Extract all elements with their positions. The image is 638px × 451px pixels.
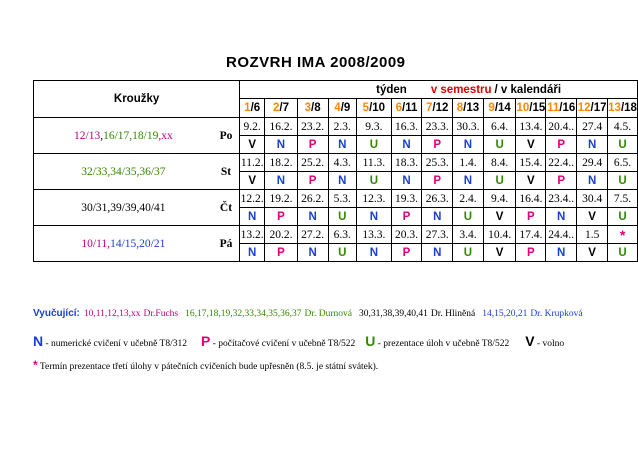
calendar-week: 10: [372, 102, 386, 114]
date-cell: 20.4..: [546, 118, 577, 136]
group-list: [34, 154, 213, 190]
activity-code-cell: V: [516, 172, 546, 190]
activity-code-cell: P: [265, 244, 298, 262]
week-number-cell: [546, 99, 577, 118]
date-cell: 6.4.: [483, 118, 516, 136]
activity-code-cell: N: [240, 208, 265, 226]
legend-text: - prezentace úloh v učebně T8/522: [375, 339, 510, 349]
activity-code-cell: V: [577, 244, 608, 262]
activity-code-cell: N: [240, 244, 265, 262]
group-list: [34, 226, 213, 262]
date-cell: 16.2.: [265, 118, 298, 136]
week-separator: /: [250, 102, 254, 114]
date-cell: 30.4: [577, 190, 608, 208]
legend-text: - volno: [534, 339, 565, 349]
date-cell: 7.5.: [608, 190, 638, 208]
date-cell: 19.2.: [265, 190, 298, 208]
activity-code-cell: U: [328, 208, 357, 226]
week-number-cell: [391, 99, 422, 118]
week-number-cell: [483, 99, 516, 118]
activity-code-cell: P: [422, 172, 453, 190]
date-cell: 9.3.: [357, 118, 392, 136]
note-line: [33, 358, 378, 372]
semester-week: 12: [577, 102, 591, 114]
date-cell: 13.4.: [516, 118, 546, 136]
week-number-cell: [577, 99, 608, 118]
week-number-cell: [453, 99, 484, 118]
date-cell: 1.5: [577, 226, 608, 244]
note-asterisk: *: [33, 358, 38, 372]
activity-code-cell: U: [357, 172, 392, 190]
teacher-groups: 14,15,20,21: [482, 309, 528, 319]
date-cell: 23.3.: [422, 118, 453, 136]
date-cell: 6.5.: [608, 154, 638, 172]
group-list: [34, 190, 213, 226]
note-text: Termín prezentace třetí úlohy v pátečních cvičeních bude upřesněn (8.5. je státní svátek).: [37, 362, 379, 372]
activity-code-cell: N: [422, 208, 453, 226]
activity-code-cell: U: [608, 208, 638, 226]
date-cell: 8.4.: [483, 154, 516, 172]
date-cell: 25.2.: [297, 154, 328, 172]
teacher-groups: 30,31,38,39,40,41: [358, 309, 428, 319]
activity-code-cell: U: [608, 172, 638, 190]
week-separator: /: [463, 102, 467, 114]
date-cell: 13.2.: [240, 226, 265, 244]
activity-code-cell: N: [391, 136, 422, 154]
week-number-cell: [297, 99, 328, 118]
date-cell: 9.4.: [483, 190, 516, 208]
date-cell: 27.3.: [422, 226, 453, 244]
date-cell: 2.3.: [328, 118, 357, 136]
calendar-week: 12: [435, 102, 449, 114]
date-cell: 4.3.: [328, 154, 357, 172]
date-cell: 2.4.: [453, 190, 484, 208]
activity-code-cell: N: [357, 244, 392, 262]
activity-code-cell: N: [391, 172, 422, 190]
date-cell: 11.2.: [240, 154, 265, 172]
date-cell: 11.3.: [357, 154, 392, 172]
date-cell: 10.4.: [483, 226, 516, 244]
week-separator: /: [529, 102, 533, 114]
activity-code-cell: P: [391, 244, 422, 262]
semester-week: 13: [608, 102, 621, 114]
legend-symbol: N: [33, 333, 44, 349]
semester-week: 4: [334, 102, 341, 114]
semester-week: 2: [272, 102, 280, 114]
semester-week: 7: [426, 102, 433, 114]
teacher-name: Dr. Durnová: [304, 309, 352, 319]
semester-week: 10: [516, 102, 530, 114]
date-cell: 12.3.: [357, 190, 392, 208]
teacher-groups: 16,17,18,19,32,33,34,35,36,37: [185, 309, 302, 319]
date-cell: 27.4: [577, 118, 608, 136]
date-cell: 26.2.: [297, 190, 328, 208]
week-separator: /: [369, 102, 373, 114]
week-number-cell: [328, 99, 357, 118]
semester-label: v semestru: [430, 83, 492, 96]
legend-item: [525, 333, 565, 349]
legend-symbol: U: [365, 333, 376, 349]
group-text: ,: [100, 129, 104, 142]
teacher-name: Dr.Fuchs: [143, 309, 179, 319]
activity-code-cell: U: [608, 244, 638, 262]
week-separator: /: [432, 102, 436, 114]
date-cell: 29.4: [577, 154, 608, 172]
date-cell: 25.3.: [422, 154, 453, 172]
activity-code-cell: P: [265, 208, 298, 226]
week-separator: /: [494, 102, 499, 114]
activity-code-cell: U: [453, 208, 484, 226]
date-cell: 19.3.: [391, 190, 422, 208]
legend-item: [200, 333, 356, 349]
date-cell: 3.4.: [453, 226, 484, 244]
semester-week: 6: [395, 102, 403, 114]
legend-symbol: P: [200, 333, 211, 349]
activity-code-cell: P: [516, 208, 546, 226]
calendar-week: 18: [624, 102, 637, 114]
legend-line: [33, 333, 572, 349]
legend-symbol: V: [525, 333, 535, 349]
activity-code-cell: V: [483, 208, 516, 226]
date-cell: 5.3.: [328, 190, 357, 208]
activity-code-cell: N: [546, 208, 577, 226]
legend-item: [33, 333, 187, 349]
activity-code-cell: P: [516, 244, 546, 262]
group-text: 10/11,: [81, 237, 111, 250]
week-number-cell: [422, 99, 453, 118]
teachers-label: Vyučující:: [33, 308, 80, 319]
activity-code-cell: U: [357, 136, 392, 154]
calendar-week: 16: [562, 102, 576, 114]
week-separator: /: [340, 102, 344, 114]
week-header-label: [240, 81, 638, 99]
week-separator: /: [402, 102, 406, 114]
date-cell: 20.3.: [391, 226, 422, 244]
group-list: [34, 118, 213, 154]
day-label: St: [213, 154, 240, 190]
activity-code-cell: N: [265, 136, 298, 154]
legend-text: - počítačové cvičení v učebně T8/522: [210, 339, 356, 349]
activity-code-cell: P: [297, 172, 328, 190]
semester-week: 8: [456, 102, 464, 114]
group-text: 12/13: [74, 129, 101, 142]
date-cell: 23.4..: [546, 190, 577, 208]
date-cell: 27.2.: [297, 226, 328, 244]
week-number-cell: [516, 99, 546, 118]
activity-code-cell: N: [357, 208, 392, 226]
date-cell: 4.5.: [608, 118, 638, 136]
teacher-name: Dr. Krupková: [530, 309, 583, 319]
date-cell: 6.3.: [328, 226, 357, 244]
date-cell: 1.4.: [453, 154, 484, 172]
group-text: 14/15,20/21: [110, 237, 166, 250]
group-text: 30/31,39/39,40/41: [81, 201, 166, 214]
activity-code-cell: U: [483, 172, 516, 190]
calendar-week: 14: [498, 102, 511, 114]
activity-code-cell: V: [240, 136, 265, 154]
group-text: 32/33,34/35,36/37: [81, 165, 166, 178]
activity-code-cell: P: [297, 136, 328, 154]
legend-text: - numerické cvičení v učebně T8/312: [43, 339, 187, 349]
week-separator: /: [279, 102, 283, 114]
week-number-cell: [608, 99, 638, 118]
calendar-week: 6: [253, 102, 261, 114]
group-text: ,xx: [158, 129, 173, 142]
corner-label: Kroužky: [34, 81, 240, 118]
teacher-name: Dr. Hliněná: [430, 309, 476, 319]
activity-code-cell: N: [546, 244, 577, 262]
teacher-groups: 10,11,12,13,xx: [83, 309, 141, 319]
day-label: Po: [213, 118, 240, 154]
week-number-cell: [240, 99, 265, 118]
date-cell: *: [608, 226, 638, 244]
semester-week: 5: [362, 102, 370, 114]
date-cell: 20.2.: [265, 226, 298, 244]
date-cell: 13.3.: [357, 226, 392, 244]
activity-code-cell: N: [297, 244, 328, 262]
week-separator: /: [311, 102, 315, 114]
date-cell: 17.4.: [516, 226, 546, 244]
activity-code-cell: N: [297, 208, 328, 226]
activity-code-cell: V: [240, 172, 265, 190]
group-text: 16/17,18/19: [103, 129, 159, 142]
date-cell: 16.4.: [516, 190, 546, 208]
legend-item: [365, 333, 510, 349]
calendar-week: 9: [343, 102, 351, 114]
activity-code-cell: V: [483, 244, 516, 262]
activity-code-cell: N: [453, 172, 484, 190]
date-cell: 22.4..: [546, 154, 577, 172]
calendar-week: 11: [405, 102, 418, 114]
semester-week: 11: [547, 102, 560, 114]
activity-code-cell: N: [265, 172, 298, 190]
activity-code-cell: V: [577, 208, 608, 226]
date-cell: 26.3.: [422, 190, 453, 208]
date-cell: 18.3.: [391, 154, 422, 172]
teachers-line: [33, 308, 590, 319]
activity-code-cell: P: [546, 136, 577, 154]
activity-code-cell: U: [608, 136, 638, 154]
activity-code-cell: N: [577, 136, 608, 154]
activity-code-cell: N: [328, 172, 357, 190]
semester-week: 9: [488, 102, 495, 114]
calendar-week: 17: [593, 102, 607, 114]
activity-code-cell: U: [483, 136, 516, 154]
activity-code-cell: P: [546, 172, 577, 190]
week-separator: /: [559, 102, 563, 114]
date-cell: 18.2.: [265, 154, 298, 172]
date-cell: 24.4..: [546, 226, 577, 244]
semester-week: 1: [244, 102, 251, 114]
date-cell: 23.2.: [297, 118, 328, 136]
activity-code-cell: V: [516, 136, 546, 154]
page-title: ROZVRH IMA 2008/2009: [226, 54, 406, 71]
activity-code-cell: N: [453, 136, 484, 154]
activity-code-cell: U: [453, 244, 484, 262]
calendar-week: 13: [466, 102, 480, 114]
calendar-week: 7: [282, 102, 289, 114]
activity-code-cell: P: [391, 208, 422, 226]
day-label: Pá: [213, 226, 240, 262]
activity-code-cell: N: [328, 136, 357, 154]
activity-code-cell: N: [422, 244, 453, 262]
day-label: Čt: [213, 190, 240, 226]
date-cell: 16.3.: [391, 118, 422, 136]
schedule-table: [33, 80, 638, 262]
date-cell: 30.3.: [453, 118, 484, 136]
week-label: týden: [376, 83, 407, 96]
week-separator: /: [620, 102, 625, 114]
date-cell: 12.2.: [240, 190, 265, 208]
semester-week: 3: [304, 102, 312, 114]
week-separator: /: [590, 102, 594, 114]
calendar-week: 8: [314, 102, 321, 114]
activity-code-cell: N: [577, 172, 608, 190]
date-cell: 9.2.: [240, 118, 265, 136]
activity-code-cell: U: [328, 244, 357, 262]
calendar-week: 15: [532, 102, 546, 114]
week-number-cell: [357, 99, 392, 118]
calendar-label: / v kalendáři: [494, 83, 562, 96]
activity-code-cell: P: [422, 136, 453, 154]
date-cell: 15.4.: [516, 154, 546, 172]
week-number-cell: [265, 99, 298, 118]
